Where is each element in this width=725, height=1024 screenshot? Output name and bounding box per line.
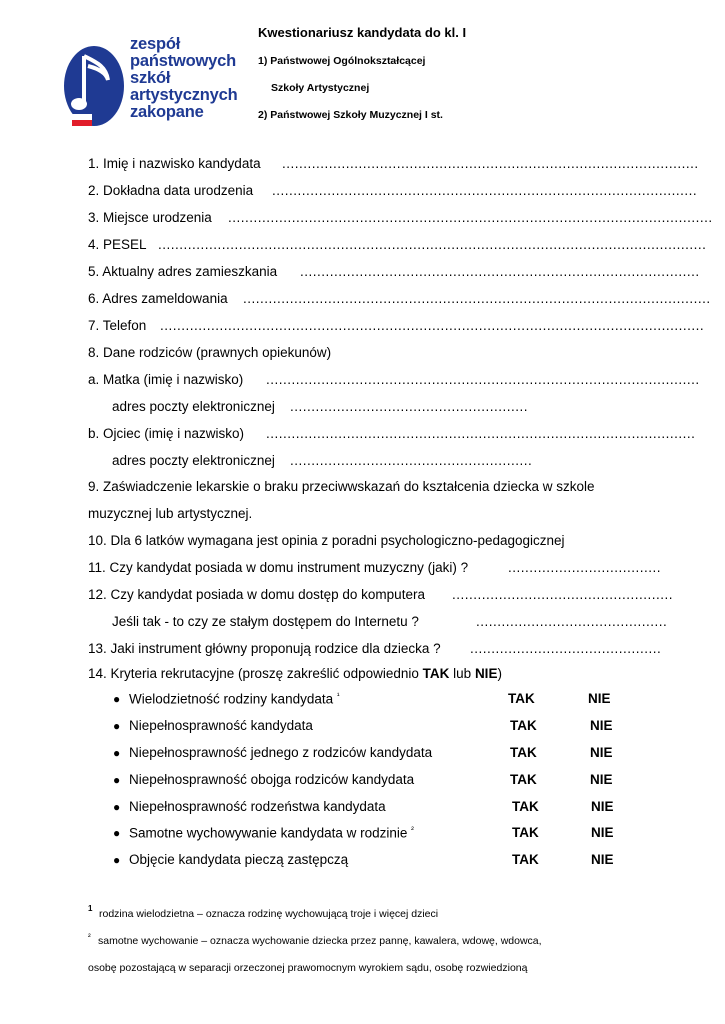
criterion-yes-option[interactable]: TAK	[512, 799, 539, 814]
criterion-footnote-ref: ¹	[336, 691, 340, 700]
fill-line-mother-email[interactable]: ........................................................	[290, 399, 529, 414]
criterion-text: Niepełnosprawność kandydata	[129, 718, 313, 733]
field-label: 3. Miejsce urodzenia	[88, 210, 212, 225]
field-label: a. Matka (imię i nazwisko)	[88, 372, 244, 387]
footnote-2-text: samotne wychowanie – oznacza wychowanie dziecka przez pannę, kawalera, wdowę, wdowca,	[98, 935, 542, 947]
criterion-no-option[interactable]: NIE	[591, 825, 614, 840]
bullet-icon: ●	[113, 853, 121, 867]
field-father-email	[112, 453, 275, 468]
fill-line-candidate-name[interactable]: ..................................................................................................	[282, 156, 699, 171]
field-computer-access	[88, 587, 425, 602]
criterion-text: Samotne wychowywanie kandydata w rodzinie	[129, 825, 408, 841]
criterion-yes-option[interactable]: TAK	[508, 691, 535, 706]
fill-line-registered-address[interactable]: ..............................................................................................................	[243, 291, 711, 306]
criterion-no-option[interactable]: NIE	[591, 799, 614, 814]
music-note-flag-icon	[62, 36, 128, 128]
criterion-text: Niepełnosprawność jednego z rodziców kandydata	[129, 745, 433, 760]
criteria-heading-prefix: 14. Kryteria rekrutacyjne (proszę zakreślić odpowiednio	[88, 666, 423, 681]
field-parents-heading	[88, 345, 331, 360]
school-name-1: 1) Państwowej Ogólnokształcącej	[258, 55, 426, 67]
criterion-label	[129, 772, 414, 787]
criterion-label	[129, 799, 386, 814]
criterion-text: Niepełnosprawność rodzeństwa kandydata	[129, 799, 386, 814]
field-birth-place	[88, 210, 212, 225]
field-address	[88, 264, 277, 279]
fill-line-phone[interactable]: ................................................................................................................................	[160, 318, 705, 333]
page-title: Kwestionariusz kandydata do kl. I	[258, 25, 467, 40]
fill-line-computer-access[interactable]: ....................................................	[452, 587, 674, 602]
field-label: 4. PESEL	[88, 237, 147, 252]
criterion-yes-option[interactable]: TAK	[512, 852, 539, 867]
criterion-text: Objęcie kandydata pieczą zastępczą	[129, 852, 349, 867]
field-mother-email	[112, 399, 275, 414]
criterion-yes-option[interactable]: TAK	[510, 772, 537, 787]
criteria-heading-middle: lub	[449, 666, 475, 681]
logo-line: państwowych	[130, 52, 236, 70]
logo-line: szkół	[130, 69, 171, 87]
criterion-text: Niepełnosprawność obojga rodziców kandydata	[129, 772, 415, 787]
field-birth-date	[88, 183, 253, 198]
criterion-yes-option[interactable]: TAK	[512, 825, 539, 840]
field-label: 13. Jaki instrument główny proponują rodzice dla dziecka ?	[88, 641, 441, 656]
field-label: muzycznej lub artystycznej.	[88, 506, 253, 521]
field-label: 12. Czy kandydat posiada w domu dostęp do komputera	[88, 587, 425, 602]
fill-line-main-instrument[interactable]: .............................................	[470, 641, 662, 656]
field-label: adres poczty elektronicznej	[112, 399, 275, 414]
criterion-no-option[interactable]: NIE	[590, 745, 613, 760]
criterion-no-option[interactable]: NIE	[590, 772, 613, 787]
bullet-icon: ●	[113, 719, 121, 733]
field-medical-certificate	[88, 479, 594, 494]
criteria-heading-suffix: )	[497, 666, 502, 681]
field-medical-certificate-cont	[88, 506, 252, 521]
bullet-icon: ●	[113, 692, 121, 706]
criterion-label	[129, 825, 414, 841]
field-registered-address	[88, 291, 228, 306]
fill-line-instrument-at-home[interactable]: ....................................	[508, 560, 662, 575]
criterion-no-option[interactable]: NIE	[590, 718, 613, 733]
fill-line-birth-place[interactable]: ..................................................................................................................	[228, 210, 713, 225]
criterion-label	[129, 718, 313, 733]
criterion-footnote-ref: ²	[411, 825, 414, 834]
criteria-heading-tak: TAK	[422, 666, 450, 681]
bullet-icon: ●	[113, 773, 121, 787]
logo-line: zakopane	[130, 103, 204, 121]
logo-line: artystycznych	[130, 86, 238, 104]
field-label: b. Ojciec (imię i nazwisko)	[88, 426, 245, 441]
field-label: 8. Dane rodziców (prawnych opiekunów)	[88, 345, 332, 360]
field-label: 11. Czy kandydat posiada w domu instrument muzyczny (jaki) ?	[88, 560, 469, 575]
field-label: 6. Adres zameldowania	[88, 291, 228, 306]
bullet-icon: ●	[113, 746, 121, 760]
field-candidate-name	[88, 156, 261, 171]
field-internet-access	[112, 614, 419, 629]
fill-line-mother-name[interactable]: ......................................................................................................	[266, 372, 700, 387]
fill-line-birth-date[interactable]: ....................................................................................................	[272, 183, 698, 198]
field-label: Jeśli tak - to czy ze stałym dostępem do Internetu ?	[112, 614, 419, 629]
field-label: adres poczty elektronicznej	[112, 453, 275, 468]
fill-line-internet-access[interactable]: .............................................	[476, 614, 668, 629]
criteria-heading	[88, 666, 502, 681]
field-label: 2. Dokładna data urodzenia	[88, 183, 254, 198]
field-label: 1. Imię i nazwisko kandydata	[88, 156, 261, 171]
field-six-year-olds-opinion	[88, 533, 565, 548]
bullet-icon: ●	[113, 800, 121, 814]
field-label: 9. Zaświadczenie lekarskie o braku przeciwwskazań do kształcenia dziecka w szkole	[88, 479, 595, 494]
criterion-label	[129, 852, 348, 867]
field-main-instrument	[88, 641, 441, 656]
criterion-yes-option[interactable]: TAK	[510, 745, 537, 760]
bullet-icon: ●	[113, 826, 121, 840]
field-father-name	[88, 426, 244, 441]
field-label: 10. Dla 6 latków wymagana jest opinia z poradni psychologiczno-pedagogicznej	[88, 533, 565, 548]
criterion-text: Wielodzietność rodziny kandydata	[129, 691, 334, 707]
criterion-yes-option[interactable]: TAK	[510, 718, 537, 733]
fill-line-pesel[interactable]: .................................................................................................................................	[158, 237, 707, 252]
criterion-label	[129, 691, 340, 707]
fill-line-address[interactable]: ..............................................................................................	[300, 264, 700, 279]
fill-line-father-email[interactable]: .........................................................	[290, 453, 533, 468]
field-label: 5. Aktualny adres zamieszkania	[88, 264, 278, 279]
criterion-label	[129, 745, 432, 760]
field-instrument-at-home	[88, 560, 468, 575]
field-phone	[88, 318, 146, 333]
field-pesel	[88, 237, 147, 252]
footnote-2-mark: ²	[88, 932, 91, 941]
footnote-1-text: rodzina wielodzietna – oznacza rodzinę wychowującą troje i więcej dzieci	[99, 908, 439, 920]
logo-line: zespół	[130, 35, 181, 53]
footnote-2-text-cont: osobę pozostającą w separacji orzeczonej prawomocnym wyrokiem sądu, osobę rozwiedzioną	[88, 962, 528, 974]
criteria-heading-nie: NIE	[474, 666, 498, 681]
footnote-1-mark: 1	[88, 904, 93, 913]
field-label: 7. Telefon	[88, 318, 147, 333]
criterion-no-option[interactable]: NIE	[591, 852, 614, 867]
field-mother-name	[88, 372, 243, 387]
school-name-2: 2) Państwowej Szkoły Muzycznej I st.	[258, 109, 443, 121]
school-logo	[62, 36, 242, 128]
logo-wordmark	[130, 36, 237, 121]
criterion-no-option[interactable]: NIE	[588, 691, 611, 706]
school-name-1-cont: Szkoły Artystycznej	[271, 82, 370, 94]
fill-line-father-name[interactable]: .....................................................................................................	[266, 426, 696, 441]
